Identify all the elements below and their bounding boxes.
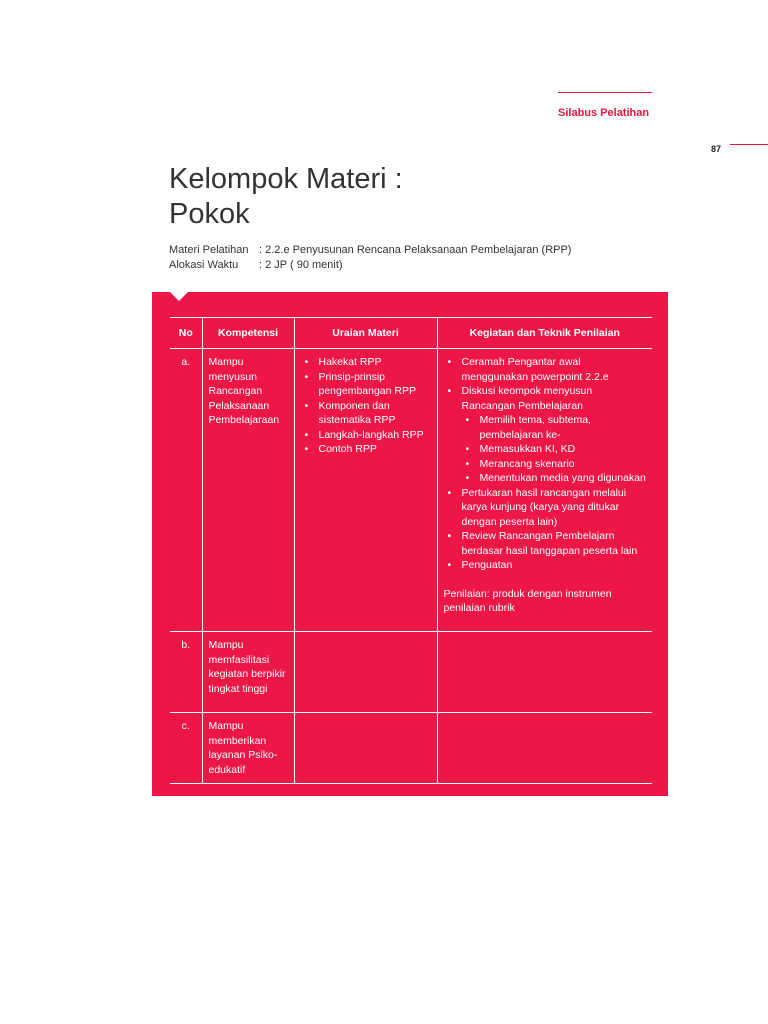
list-item: • Langkah-langkah RPP <box>301 428 431 443</box>
table-row <box>170 632 652 713</box>
list-item: • Review Rancangan Pembelajarn berdasar hasil tanggapan peserta lain <box>444 529 647 558</box>
meta-row-alokasi <box>169 258 571 273</box>
column-header-uraian: Uraian Materi <box>294 318 437 349</box>
kegiatan-list <box>444 355 647 573</box>
header-rule <box>558 92 652 93</box>
meta-value: : 2 JP ( 90 menit) <box>259 259 343 271</box>
penilaian-note: Penilaian: produk dengan instrumen penilaian rubrik <box>443 587 612 614</box>
materi-meta <box>169 243 571 273</box>
list-item: • Prinsip-prinsip pengembangan RPP <box>301 370 431 399</box>
running-header: Silabus Pelatihan <box>558 107 650 119</box>
row-number: c. <box>170 713 202 784</box>
row-number: b. <box>170 632 202 713</box>
sub-list-item: • Merancang skenario <box>462 457 647 472</box>
uraian-cell <box>294 349 437 632</box>
syllabus-table <box>170 317 652 784</box>
sub-list-item: • Memilih tema, subtema, pembelajaran ke- <box>462 413 647 442</box>
list-item: • Pertukaran hasil rancangan melalui karya kunjung (karya yang ditukar dengan peserta lain) <box>444 486 647 530</box>
uraian-cell <box>294 713 437 784</box>
page-number: 87 <box>711 144 722 154</box>
page-number-rule <box>730 144 768 145</box>
row-number: a. <box>170 349 202 632</box>
column-header-no: No <box>170 318 202 349</box>
meta-label: Alokasi Waktu <box>169 259 239 271</box>
table-row <box>170 349 652 632</box>
uraian-list <box>301 355 431 457</box>
column-header-kegiatan: Kegiatan dan Teknik Penilaian <box>437 318 652 349</box>
list-item: • Hakekat RPP <box>301 355 431 370</box>
list-item <box>444 384 647 486</box>
list-item: • Contoh RPP <box>301 442 431 457</box>
table-header-row <box>170 318 652 349</box>
list-item: • Ceramah Pengantar awal menggunakan powerpoint 2.2.e <box>444 355 647 384</box>
kompetensi-cell: Mampu menyusun Rancangan Pelaksanaan Pembelajaraan <box>202 349 294 632</box>
kompetensi-cell: Mampu memberikan layanan Psiko-edukatif <box>202 713 294 784</box>
list-item-text: Diskusi keompok menyusun Rancangan Pembelajaran <box>461 385 593 412</box>
uraian-cell <box>294 632 437 713</box>
kegiatan-cell <box>437 632 652 713</box>
list-item: • Penguatan <box>444 558 647 573</box>
list-item: • Komponen dan sistematika RPP <box>301 399 431 428</box>
table-row <box>170 713 652 784</box>
column-header-kompetensi: Kompetensi <box>202 318 294 349</box>
meta-value: : 2.2.e Penyusunan Rencana Pelaksanaan Pembelajaran (RPP) <box>259 244 572 256</box>
kegiatan-cell <box>437 349 652 632</box>
page-title-line: Pokok <box>169 198 250 230</box>
kegiatan-sublist <box>462 413 647 486</box>
meta-label: Materi Pelatihan <box>169 244 249 256</box>
meta-row-materi <box>169 243 571 258</box>
page-title <box>169 162 403 232</box>
kompetensi-cell: Mampu memfasilitasi kegiatan berpikir tingkat tinggi <box>202 632 294 713</box>
panel-notch <box>170 292 188 301</box>
page-title-line: Kelompok Materi : <box>169 163 403 195</box>
sub-list-item: • Memasukkan KI, KD <box>462 442 647 457</box>
kegiatan-cell <box>437 713 652 784</box>
sub-list-item: • Menentukan media yang digunakan <box>462 471 647 486</box>
